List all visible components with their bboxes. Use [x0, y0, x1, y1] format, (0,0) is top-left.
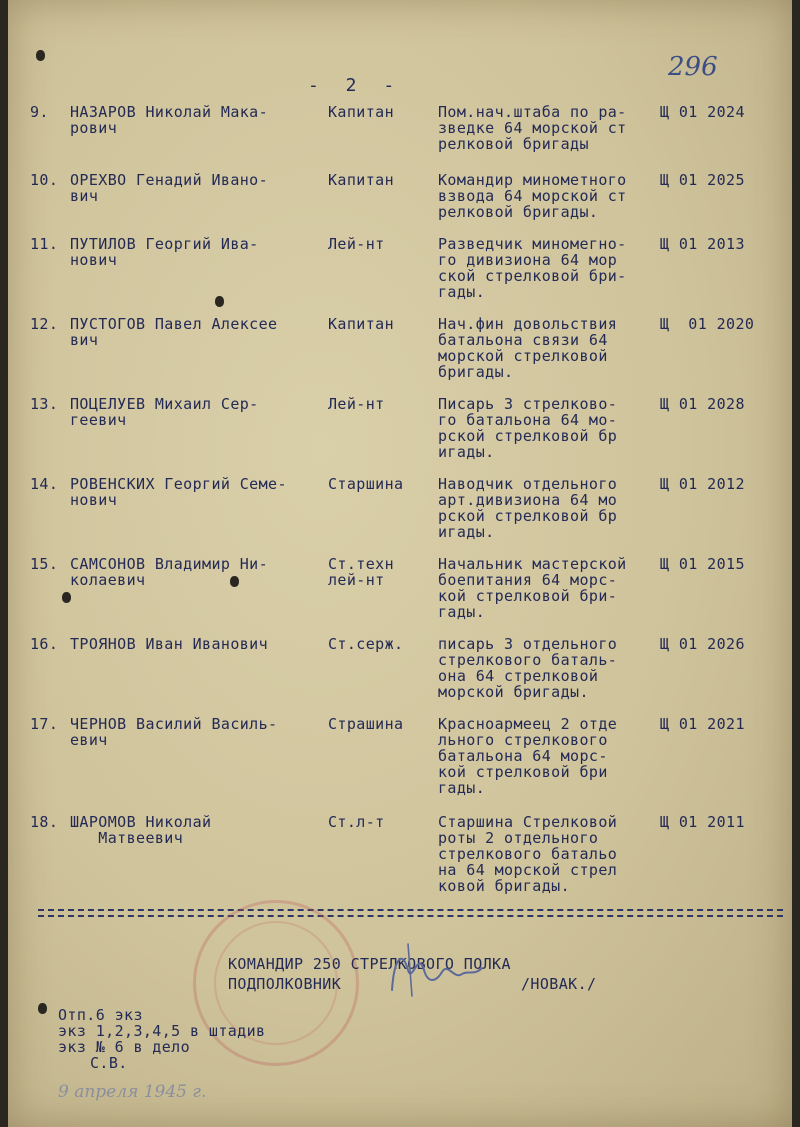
- punch-hole: [36, 50, 45, 61]
- entry-number: 10.: [30, 171, 59, 189]
- copies-distribution: экз 1,2,3,4,5 в штадив: [58, 1022, 266, 1040]
- person-name: ПУСТОГОВ Павел Алексее вич: [70, 315, 278, 349]
- military-rank: Лей-нт: [328, 395, 385, 413]
- service-position: Старшина Стрелковой роты 2 отдельного стрелкового батальо на 64 морской стрел ковой бригады.: [438, 813, 618, 895]
- document-page: [8, 0, 792, 1127]
- military-rank: Капитан: [328, 315, 395, 333]
- award-code: Щ 01 2028: [660, 395, 745, 413]
- military-rank: Капитан: [328, 171, 395, 189]
- copies-file: экз № 6 в дело: [58, 1038, 191, 1056]
- service-position: Пом.нач.штаба по ра- зведке 64 морской ст релковой бригады: [438, 103, 627, 153]
- service-position: писарь 3 отдельного стрелкового баталь- она 64 стрелковой морской бригады.: [438, 635, 618, 701]
- copies-count: Отп.6 экз: [58, 1006, 143, 1024]
- person-name: ЧЕРНОВ Василий Василь- евич: [70, 715, 278, 749]
- military-rank: Ст.л-т: [328, 813, 385, 831]
- entry-number: 9.: [30, 103, 49, 121]
- service-position: Начальник мастерской боепитания 64 морс- кой стрелковой бри- гады.: [438, 555, 627, 621]
- award-code: Щ 01 2026: [660, 635, 745, 653]
- service-position: Писарь 3 стрелково- го батальона 64 мо- рской стрелковой бр игады.: [438, 395, 618, 461]
- initials: С.В.: [90, 1054, 128, 1072]
- person-name: РОВЕНСКИХ Георгий Семе- нович: [70, 475, 287, 509]
- punch-hole: [230, 576, 239, 587]
- award-code: Щ 01 2015: [660, 555, 745, 573]
- award-code: Щ 01 2012: [660, 475, 745, 493]
- punch-hole: [62, 592, 71, 603]
- handwritten-date: 9 апреля 1945 г.: [58, 1082, 207, 1102]
- military-rank: Лей-нт: [328, 235, 385, 253]
- service-position: Командир минометного взвода 64 морской ст релковой бригады.: [438, 171, 627, 221]
- service-position: Нач.фин довольствия батальона связи 64 морской стрелковой бригады.: [438, 315, 618, 381]
- military-rank: Ст.техн лей-нт: [328, 555, 395, 589]
- military-rank: Страшина: [328, 715, 404, 733]
- signature: [378, 940, 498, 1000]
- entry-number: 17.: [30, 715, 59, 733]
- entry-number: 14.: [30, 475, 59, 493]
- page-number: - 2 -: [308, 75, 403, 96]
- service-position: Наводчик отдельного арт.дивизиона 64 мо рской стрелковой бр игады.: [438, 475, 618, 541]
- entry-number: 12.: [30, 315, 59, 333]
- military-rank: Ст.серж.: [328, 635, 404, 653]
- service-position: Разведчик миномегно- го дивизиона 64 мор ской стрелковой бри- гады.: [438, 235, 627, 301]
- entry-number: 15.: [30, 555, 59, 573]
- person-name: ПУТИЛОВ Георгий Ива- нович: [70, 235, 259, 269]
- entry-number: 18.: [30, 813, 59, 831]
- divider-line: [38, 915, 783, 917]
- award-code: Щ 01 2024: [660, 103, 745, 121]
- person-name: ПОЦЕЛУЕВ Михаил Сер- геевич: [70, 395, 259, 429]
- award-code: Щ 01 2013: [660, 235, 745, 253]
- archive-number: 296: [668, 52, 718, 82]
- entry-number: 13.: [30, 395, 59, 413]
- rank-line: ПОДПОЛКОВНИК: [228, 975, 342, 993]
- commander-line: КОМАНДИР 250 СТРЕЛКОВОГО ПОЛКА: [228, 955, 511, 973]
- signature-name: /НОВАК./: [521, 975, 597, 993]
- punch-hole: [38, 1003, 47, 1014]
- person-name: ОРЕХВО Генадий Ивано- вич: [70, 171, 269, 205]
- entry-number: 11.: [30, 235, 59, 253]
- award-code: Щ 01 2020: [660, 315, 755, 333]
- person-name: САМСОНОВ Владимир Ни- колаевич: [70, 555, 269, 589]
- service-position: Красноармеец 2 отде льного стрелкового батальона 64 морс- кой стрелковой бри гады.: [438, 715, 618, 797]
- punch-hole: [215, 296, 224, 307]
- entry-number: 16.: [30, 635, 59, 653]
- military-rank: Капитан: [328, 103, 395, 121]
- person-name: ШАРОМОВ Николай Матвеевич: [70, 813, 212, 847]
- award-code: Щ 01 2025: [660, 171, 745, 189]
- award-code: Щ 01 2011: [660, 813, 745, 831]
- divider-line: [38, 909, 783, 911]
- military-rank: Старшина: [328, 475, 404, 493]
- person-name: ТРОЯНОВ Иван Иванович: [70, 635, 269, 653]
- award-code: Щ 01 2021: [660, 715, 745, 733]
- person-name: НАЗАРОВ Николай Мака- рович: [70, 103, 269, 137]
